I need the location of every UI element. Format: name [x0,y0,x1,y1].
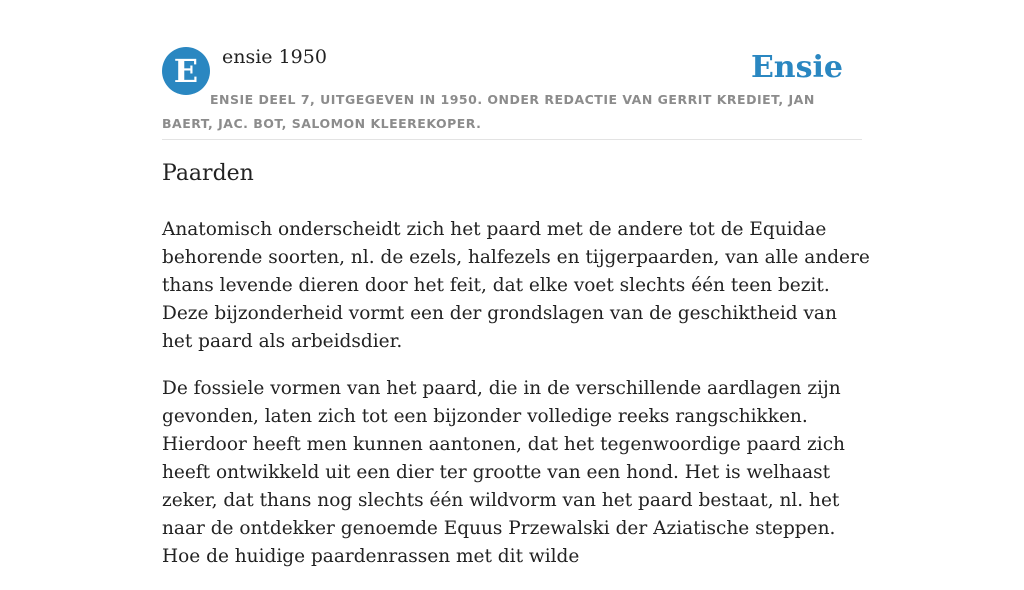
article-paragraph: De fossiele vormen van het paard, die in de verschillende aardlagen zijn gevonden, laten zich tot een bijzonder volledige reeks rangschikken. Hierdoor heeft men kunnen aantonen, dat het tegenwoordige paard zich heeft ontwikkeld uit een dier ter grootte van een hond. Het is welhaast zeker, dat thans nog slechts één wildvorm van het paard bestaat, nl. het naar de ontdekker genoemde Equus Przewalski der Aziatische steppen. Hoe de huidige paardenrassen met dit wilde [162,378,845,567]
header-divider [162,139,862,140]
article-paragraph: Anatomisch onderscheidt zich het paard met de andere tot de Equidae behorende soorten, nl. de ezels, halfezels en tijgerpaarden, van alle andere thans levende dieren door het feit, dat elke voet slechts één teen bezit. Deze bijzonderheid vormt een der grondslagen van de geschiktheid van het paard als arbeidsdier. [162,219,870,352]
article-body [162,216,870,590]
site-description: ENSIE DEEL 7, UITGEGEVEN IN 1950. ONDER REDACTIE VAN GERRIT KREDIET, JAN BAERT, JAC. BOT, SALOMON KLEEREKOPER. [162,92,815,131]
ensie-logo-icon[interactable]: E [162,47,210,95]
article-title: Paarden [162,161,254,186]
site-title[interactable]: ensie 1950 [222,46,327,68]
brand-link[interactable]: Ensie [750,50,843,85]
